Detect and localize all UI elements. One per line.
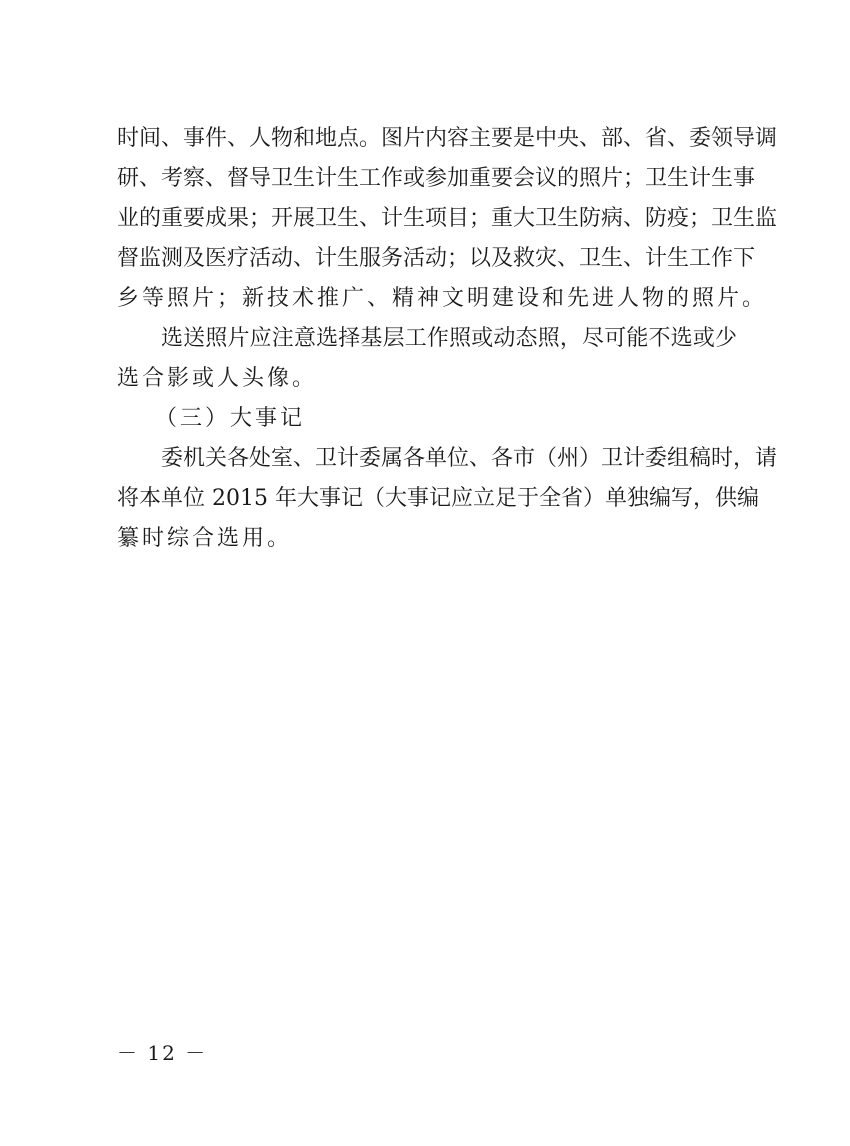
text-line: 委机关各处室、卫计委属各单位、各市（州）卫计委组稿时，请 (161, 446, 778, 471)
text-line: 时间、事件、人物和地点。图片内容主要是中央、部、省、委领导调 (117, 126, 778, 151)
text-line: 督监测及医疗活动、计生服务活动；以及救灾、卫生、计生工作下 (117, 246, 756, 271)
page-number: － 12 － (117, 1041, 208, 1065)
text-line: 纂时综合选用。 (117, 526, 293, 551)
paragraph-photos-selection (117, 319, 737, 399)
paragraph-photos-content (117, 119, 778, 319)
section-heading-events (117, 399, 737, 439)
text-line: 将本单位 2015 年大事记（大事记应立足于全省）单独编写，供编 (117, 486, 759, 511)
section-heading: （三）大事记 (155, 406, 306, 431)
text-line: 业的重要成果；开展卫生、计生项目；重大卫生防病、防疫；卫生监 (117, 206, 778, 231)
text-line: 乡等照片；新技术推广、精神文明建设和先进人物的照片。 (117, 286, 768, 311)
paragraph-events-instructions (117, 439, 778, 559)
text-line: 研、考察、督导卫生计生工作或参加重要会议的照片；卫生计生事 (117, 166, 756, 191)
document-body (117, 119, 778, 559)
text-line: 选合影或人头像。 (117, 366, 318, 391)
text-line: 选送照片应注意选择基层工作照或动态照，尽可能不选或少 (161, 326, 738, 351)
